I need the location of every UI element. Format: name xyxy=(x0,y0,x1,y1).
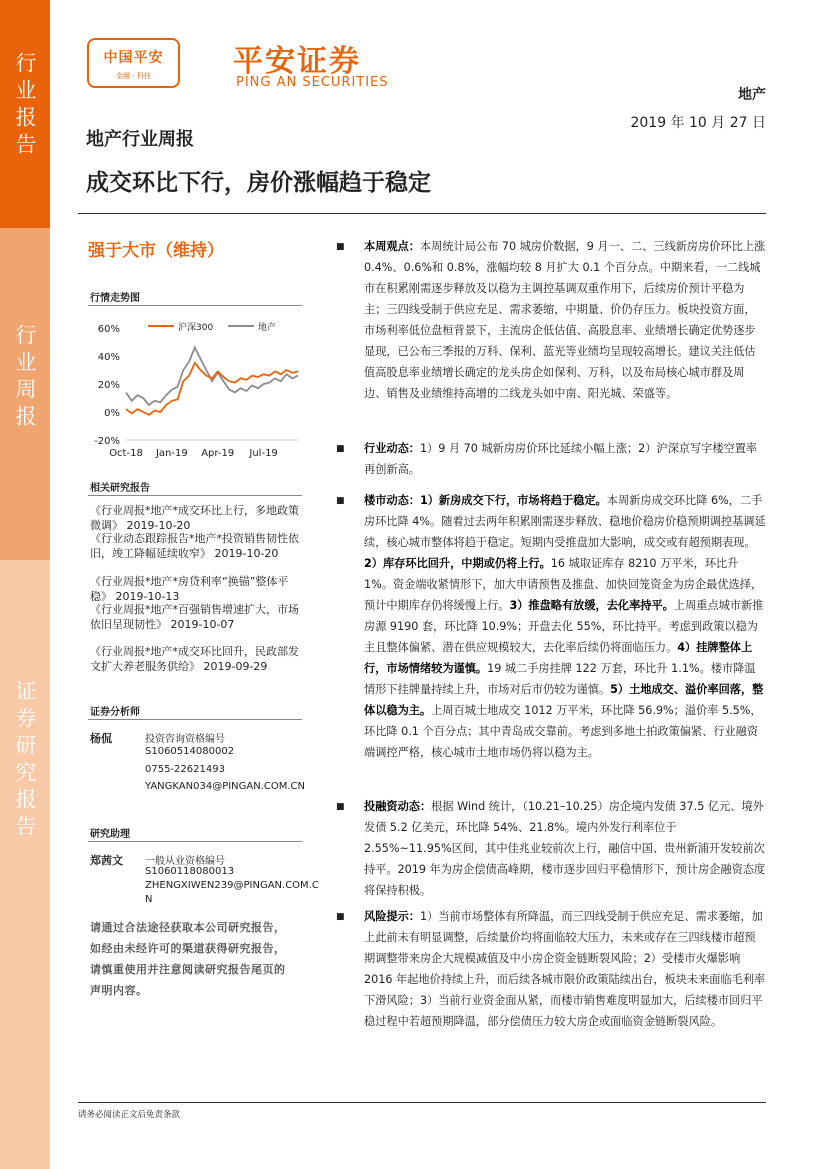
paragraph-market-news xyxy=(364,490,766,763)
assistant-email[interactable]: ZHENGXIWEN239@PINGAN.COM.C xyxy=(145,880,319,891)
point-2-text: 16 城取证库存 8210 万平米，环比升 1%。资金端收紧情形下，加大申请预售及推盘、加快回笼资金为房企最优选择，预计中期库存仍将缓慢上行。 xyxy=(364,557,763,612)
side-label-industry-report: 行业报告 xyxy=(13,52,37,160)
y-tick-label: 0% xyxy=(104,408,120,419)
side-label-industry-weekly: 行业周报 xyxy=(13,324,37,432)
paragraph-text: 1）9 月 70 城新房房价环比延续小幅上涨；2）沪深京写字楼空置率再创新高。 xyxy=(364,442,758,476)
paragraph-title: 行业动态： xyxy=(364,442,420,455)
paragraph-title: 楼市动态： xyxy=(364,494,420,507)
analyst-section-title: 证券分析师 xyxy=(90,707,140,718)
brand-name-en: PING AN SECURITIES xyxy=(236,75,389,90)
ping-an-group-logo xyxy=(87,38,180,88)
paragraph-text: 本周统计局公布 70 城房价数据，9 月一、二、三线新房房价环比上涨 0.4%、0.6%和 0.8%，涨幅均较 8 月扩大 0.1 个百分点。中期来看，一二线城市在积累刚需逐步释放及以稳为主调控基调双重作用下，后续房价预计平稳为主；三四线受制于供应充足、需求萎缩，中期量、价仍存压力。板块投资方面，市场利率低位盘桓背景下，主流房企低估值、高股息率、业绩增长确定优势逐步显现，已公布三季报的万科、保利、蓝光等业绩均呈现较高增长。建议关注低估值高股息率业绩增长确定的龙头房企如保利、万科，以及布局核心城市群及周边、销售及业绩维持高增的二线龙头如中南、阳光城、荣盛等。 xyxy=(364,240,766,400)
paragraph-risk xyxy=(364,906,766,1032)
section-divider xyxy=(88,495,302,496)
side-banner-mid xyxy=(0,228,50,560)
paragraph-weekly-view xyxy=(364,236,766,404)
assistant-cert-no: S1060118080013 xyxy=(145,866,235,877)
side-label-securities-research: 证券研究报告 xyxy=(13,680,37,842)
point-1-title: 1）新房成交下行，市场将趋于稳定。 xyxy=(419,494,607,507)
group-logo-text: 中国平安 xyxy=(103,50,164,66)
footer-disclaimer[interactable]: 请务必阅读正文后免责条款 xyxy=(78,1110,181,1120)
analyst-name: 杨侃 xyxy=(90,732,112,745)
paragraph-title: 本周观点： xyxy=(364,240,420,253)
paragraph-text: 根据 Wind 统计，（10.21–10.25）房企境内发债 37.5 亿元、境外发债 5.2 亿美元，环比降 54%、21.8%。境内外发行利率位于 2.55%~11.95%区间，其中佳兆业较前次上行，融信中国、贵州新浦开发较前次持平。2019 年为房企偿债高峰期，楼市逐步回归平稳情形下，预计房企融资态度将保持积极。 xyxy=(364,800,766,897)
assistant-email-wrap: N xyxy=(145,894,153,905)
assistant-cert-label: 一般从业资格编号 xyxy=(145,856,225,867)
point-1-text: 本周新房成交环比降 6%，二手房环比降 4%。随着过去两年积累刚需逐步释放、稳地价稳房价稳预期调控基调延续，核心城市整体将趋于稳定。短期内受推盘加大影响，成交或有超预期表现。 xyxy=(364,494,766,549)
point-3-title: 3）推盘略有放缓，去化率持平。 xyxy=(509,599,674,612)
side-banner-top xyxy=(0,0,50,228)
y-tick-label: 20% xyxy=(97,380,120,391)
side-banner xyxy=(0,0,50,1169)
related-report-item[interactable]: 《行业周报*地产*房贷利率“换锚”整体平稳》 2019-10-13 xyxy=(90,575,289,603)
point-2-title: 2）库存环比回升，中期或仍将上行。 xyxy=(364,557,551,570)
bullet-icon: ■ xyxy=(336,444,345,454)
paragraph-title: 投融资动态： xyxy=(364,800,432,813)
section-divider xyxy=(88,719,302,720)
header-divider xyxy=(78,213,766,214)
series-line-property xyxy=(126,348,298,405)
paragraph-text: 1）当前市场整体有所降温，而三四线受制于供应充足、需求萎缩，加上此前未有明显调整，后续量价均将面临较大压力，未来或存在三四线楼市超预期调整带来房企大规模减值及中小房企资金链断裂风险；2）受楼市火爆影响 2016 年起地价持续上升，而后续各城市限价政策陆续出台，板块未来面临毛利率下滑风险；3）当前行业资金面从紧，而楼市销售难度明显加大，后续楼市回归平稳过程中若超预期降温，部分偿债压力较大房企或面临资金链断裂风险。 xyxy=(364,910,766,1028)
bullet-icon: ■ xyxy=(336,242,345,252)
assistant-section-title: 研究助理 xyxy=(90,829,130,840)
analyst-cert-no: S1060514080002 xyxy=(145,746,235,757)
trend-chart xyxy=(86,316,302,466)
analyst-email[interactable]: YANGKAN034@PINGAN.COM.CN xyxy=(145,781,306,792)
point-4-text: 19 城二手房挂牌 122 万套，环比升 1.1%。楼市降温情形下挂牌量持续上升，市场对后市仍较为谨慎。 xyxy=(364,662,756,696)
related-reports-title: 相关研究报告 xyxy=(90,483,150,494)
point-4-title: 4）挂牌整体上行，市场情绪较为谨慎。 xyxy=(364,641,753,675)
paragraph-title: 风险提示： xyxy=(364,910,420,923)
point-5-title: 5）土地成交、溢价率回落，整体以稳为主。 xyxy=(364,683,764,717)
section-divider xyxy=(88,305,302,306)
analyst-phone: 0755-22621493 xyxy=(145,764,225,775)
related-report-item[interactable]: 《行业动态跟踪报告*地产*投资销售韧性依旧，竣工降幅延续收窄》 2019-10-20 xyxy=(90,532,299,560)
bullet-icon: ■ xyxy=(336,496,345,506)
bullet-icon: ■ xyxy=(336,912,345,922)
legal-notice: 请通过合法途径获取本公司研究报告，如经由未经许可的渠道获得研究报告，请慎重使用并注意阅读研究报告尾页的声明内容。 xyxy=(90,921,286,997)
bullet-icon: ■ xyxy=(336,802,345,812)
section-divider xyxy=(88,841,302,842)
point-5-text: 上周百城土地成交 1012 万平米，环比降 56.9%；溢价率 5.5%，环比降 0.1 个百分点；其中青岛成交靠前。考虑到多地土拍政策偏紧、行业融资端调控严格，核心城市土地市场仍将以稳为主。 xyxy=(364,704,762,759)
x-tick-label: Apr-19 xyxy=(201,448,235,459)
brand-name-cn: 平安证券 xyxy=(233,44,361,79)
related-report-item[interactable]: 《行业周报*地产*成交环比上行，多地政策微调》 2019-10-20 xyxy=(90,504,299,532)
y-tick-label: 40% xyxy=(97,352,120,363)
rating-label: 强于大市（维持） xyxy=(88,241,224,261)
report-date: 2019 年 10 月 27 日 xyxy=(630,115,766,131)
page-title: 成交环比下行，房价涨幅趋于稳定 xyxy=(86,170,431,196)
point-3-text: 上周重点城市新推房源 9190 套，环比降 10.9%；开盘去化 55%，环比持平。考虑到政策以稳为主且整体偏紧、潜在供应规模较大，去化率后续仍将面临压力。 xyxy=(364,599,764,654)
footer-divider xyxy=(78,1102,766,1103)
trend-chart-title: 行情走势图 xyxy=(90,293,140,304)
analyst-cert-label: 投资咨询资格编号 xyxy=(145,734,225,745)
x-tick-label: Oct-18 xyxy=(109,448,143,459)
side-banner-bottom xyxy=(0,560,50,1169)
legend-label: 地产 xyxy=(258,323,277,333)
related-report-item[interactable]: 《行业周报*地产*百强销售增速扩大，市场依旧呈现韧性》 2019-10-07 xyxy=(90,603,299,631)
series-line-hs300 xyxy=(126,363,298,415)
x-tick-label: Jul-19 xyxy=(249,448,278,459)
related-report-item[interactable]: 《行业周报*地产*成交环比回升，民政部发文扩大养老服务供给》 2019-09-29 xyxy=(90,645,299,673)
y-tick-label: -20% xyxy=(94,436,120,447)
y-tick-label: 60% xyxy=(97,324,120,335)
legend-label: 沪深300 xyxy=(178,323,214,333)
paragraph-industry-news xyxy=(364,438,766,480)
group-logo-subtext: 金融 · 科技 xyxy=(116,72,151,80)
x-tick-label: Jan-19 xyxy=(155,448,188,459)
report-type: 地产行业周报 xyxy=(86,129,194,150)
assistant-name: 郑茜文 xyxy=(90,854,123,867)
paragraph-financing xyxy=(364,796,766,901)
sector-label: 地产 xyxy=(738,87,766,103)
